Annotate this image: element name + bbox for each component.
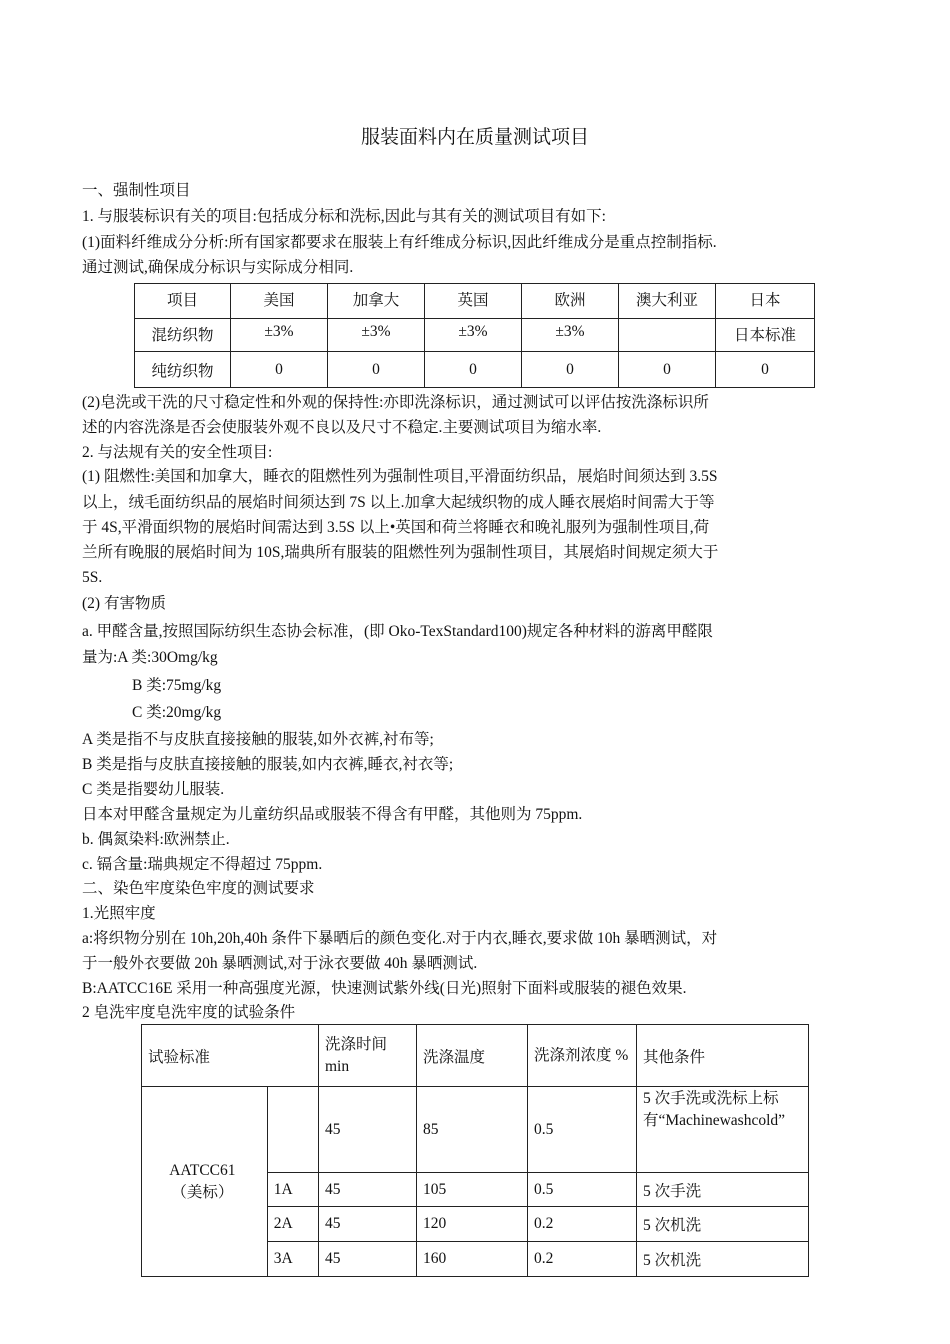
table-cell: 0 (716, 352, 815, 388)
paragraph: C 类是指婴幼儿服装. (82, 781, 225, 798)
table-cell: ±3% (231, 319, 328, 352)
paragraph: 5S. (82, 569, 103, 586)
paragraph: 1.光照牢度 (82, 905, 156, 922)
document-title: 服装面料内在质量测试项目 (360, 127, 589, 148)
table-cell (637, 1087, 809, 1173)
table-cell: 0 (425, 352, 522, 388)
table-header-cell: 美国 (231, 284, 328, 319)
table-header-row (135, 284, 815, 319)
paragraph: 兰所有晚服的展焰时间为 10S,瑞典所有服装的阻燃性列为强制性项目，其展焰时间规定须大于 (82, 544, 719, 561)
table-cell: 日本标准 (716, 319, 815, 352)
table-cell: 1A (267, 1173, 318, 1207)
table-cell (267, 1087, 318, 1173)
table-cell: 45 (319, 1242, 417, 1277)
paragraph: (1) 阻燃性:美国和加拿大，睡衣的阻燃性列为强制性项目,平滑面纺织品，展焰时间须达到 3.5S (82, 468, 718, 485)
standard-name: AATCC61 (169, 1161, 236, 1179)
table-cell: 45 (319, 1207, 417, 1242)
table-header-cell: 洗涤温度 (417, 1025, 528, 1087)
table-cell: 混纺织物 (135, 319, 231, 352)
paragraph: B 类是指与皮肤直接接触的服装,如内衣裤,睡衣,衬衣等; (82, 756, 454, 773)
table-cell: 85 (417, 1087, 528, 1173)
paragraph: (1)面料纤维成分分析:所有国家都要求在服装上有纤维成分标识,因此纤维成分是重点控制指标. (82, 234, 717, 251)
table-cell: 5 次手洗 (637, 1173, 809, 1207)
table-row (142, 1087, 809, 1173)
table-header-cell: 加拿大 (328, 284, 425, 319)
table-cell: ±3% (425, 319, 522, 352)
table-cell: 45 (319, 1087, 417, 1173)
paragraph: 2. 与法规有关的安全性项目: (82, 444, 273, 461)
paragraph: B:AATCC16E 采用一种高强度光源，快速测试紫外线(日光)照射下面料或服装的褪色效果. (82, 980, 687, 997)
table-cell: 0.2 (528, 1242, 637, 1277)
paragraph: a:将织物分别在 10h,20h,40h 条件下暴晒后的颜色变化.对于内衣,睡衣,要求做 10h 暴晒测试，对 (82, 930, 718, 947)
table-cell: ±3% (328, 319, 425, 352)
table-cell: 120 (417, 1207, 528, 1242)
paragraph: (2) 有害物质 (82, 595, 166, 612)
table-cell: 160 (417, 1242, 528, 1277)
table-header-cell: 试验标准 (142, 1025, 319, 1087)
paragraph: 量为:A 类:30Omg/kg (82, 649, 218, 666)
table-cell: 2A (267, 1207, 318, 1242)
table-header-cell: 日本 (716, 284, 815, 319)
table-cell: 45 (319, 1173, 417, 1207)
table-header-cell: 澳大利亚 (619, 284, 716, 319)
table-cell: 0 (328, 352, 425, 388)
paragraph: 1. 与服装标识有关的项目:包括成分标和洗标,因此与其有关的测试项目有如下: (82, 208, 606, 225)
paragraph: B 类:75mg/kg (132, 677, 222, 694)
table-header-cell: 洗涤时间 min (319, 1025, 417, 1087)
table-cell: 0.5 (528, 1087, 637, 1173)
section-heading-1: 一、强制性项目 (82, 182, 191, 199)
paragraph: A 类是指不与皮肤直接接触的服装,如外衣裤,衬布等; (82, 731, 434, 748)
table-header-cell: 其他条件 (637, 1025, 809, 1087)
table-cell: 5 次机洗 (637, 1207, 809, 1242)
standard-note: （美标） (171, 1183, 234, 1201)
table-header-cell: 欧洲 (522, 284, 619, 319)
table-cell: 0.5 (528, 1173, 637, 1207)
section-heading-2: 二、染色牢度染色牢度的测试要求 (82, 880, 315, 897)
standard-cell (142, 1087, 268, 1277)
paragraph: a. 甲醛含量,按照国际纺织生态协会标准，(即 Oko-TexStandard100)规定各种材料的游离甲醛限 (82, 623, 713, 640)
table-cell: 105 (417, 1173, 528, 1207)
table-row (135, 352, 815, 388)
table-header-cell: 项目 (135, 284, 231, 319)
table-header-cell: 英国 (425, 284, 522, 319)
paragraph: b. 偶氮染料:欧洲禁止. (82, 831, 230, 848)
paragraph: 通过测试,确保成分标识与实际成分相同. (82, 259, 354, 276)
table-row (135, 319, 815, 352)
table-cell (619, 319, 716, 352)
table-cell: 5 次机洗 (637, 1242, 809, 1277)
paragraph: 述的内容洗涤是否会使服装外观不良以及尺寸不稳定.主要测试项目为缩水率. (82, 419, 602, 436)
washing-fastness-table (141, 1024, 809, 1277)
table-cell: 0 (522, 352, 619, 388)
table-cell: ±3% (522, 319, 619, 352)
table-cell: 0 (619, 352, 716, 388)
paragraph: 于 4S,平滑面织物的展焰时间需达到 3.5S 以上•英国和荷兰将睡衣和晚礼服列为强制性项目,荷 (82, 519, 710, 536)
paragraph: 2 皂洗牢度皂洗牢度的试验条件 (82, 1004, 296, 1021)
table-cell: 3A (267, 1242, 318, 1277)
paragraph: 于一般外衣要做 20h 暴晒测试,对于泳衣要做 40h 暴晒测试. (82, 955, 478, 972)
paragraph: C 类:20mg/kg (132, 704, 222, 721)
paragraph: (2)皂洗或干洗的尺寸稳定性和外观的保持性:亦即洗涤标识，通过测试可以评估按洗涤标识所 (82, 394, 709, 411)
table-cell: 0 (231, 352, 328, 388)
fiber-tolerance-table (134, 283, 815, 388)
paragraph: 日本对甲醛含量规定为儿童纺织品或服装不得含有甲醛，其他则为 75ppm. (82, 806, 583, 823)
paragraph: c. 镉含量:瑞典规定不得超过 75ppm. (82, 856, 323, 873)
table-header-cell: 洗涤剂浓度 % (528, 1025, 637, 1087)
table-cell: 纯纺织物 (135, 352, 231, 388)
table-cell: 0.2 (528, 1207, 637, 1242)
cell-text: 5 次手洗或洗标上标有“Machinewashcold” (643, 1089, 786, 1129)
table-header-row (142, 1025, 809, 1087)
paragraph: 以上，绒毛面纺织品的展焰时间须达到 7S 以上.加拿大起绒织物的成人睡衣展焰时间需大于等 (82, 494, 715, 511)
